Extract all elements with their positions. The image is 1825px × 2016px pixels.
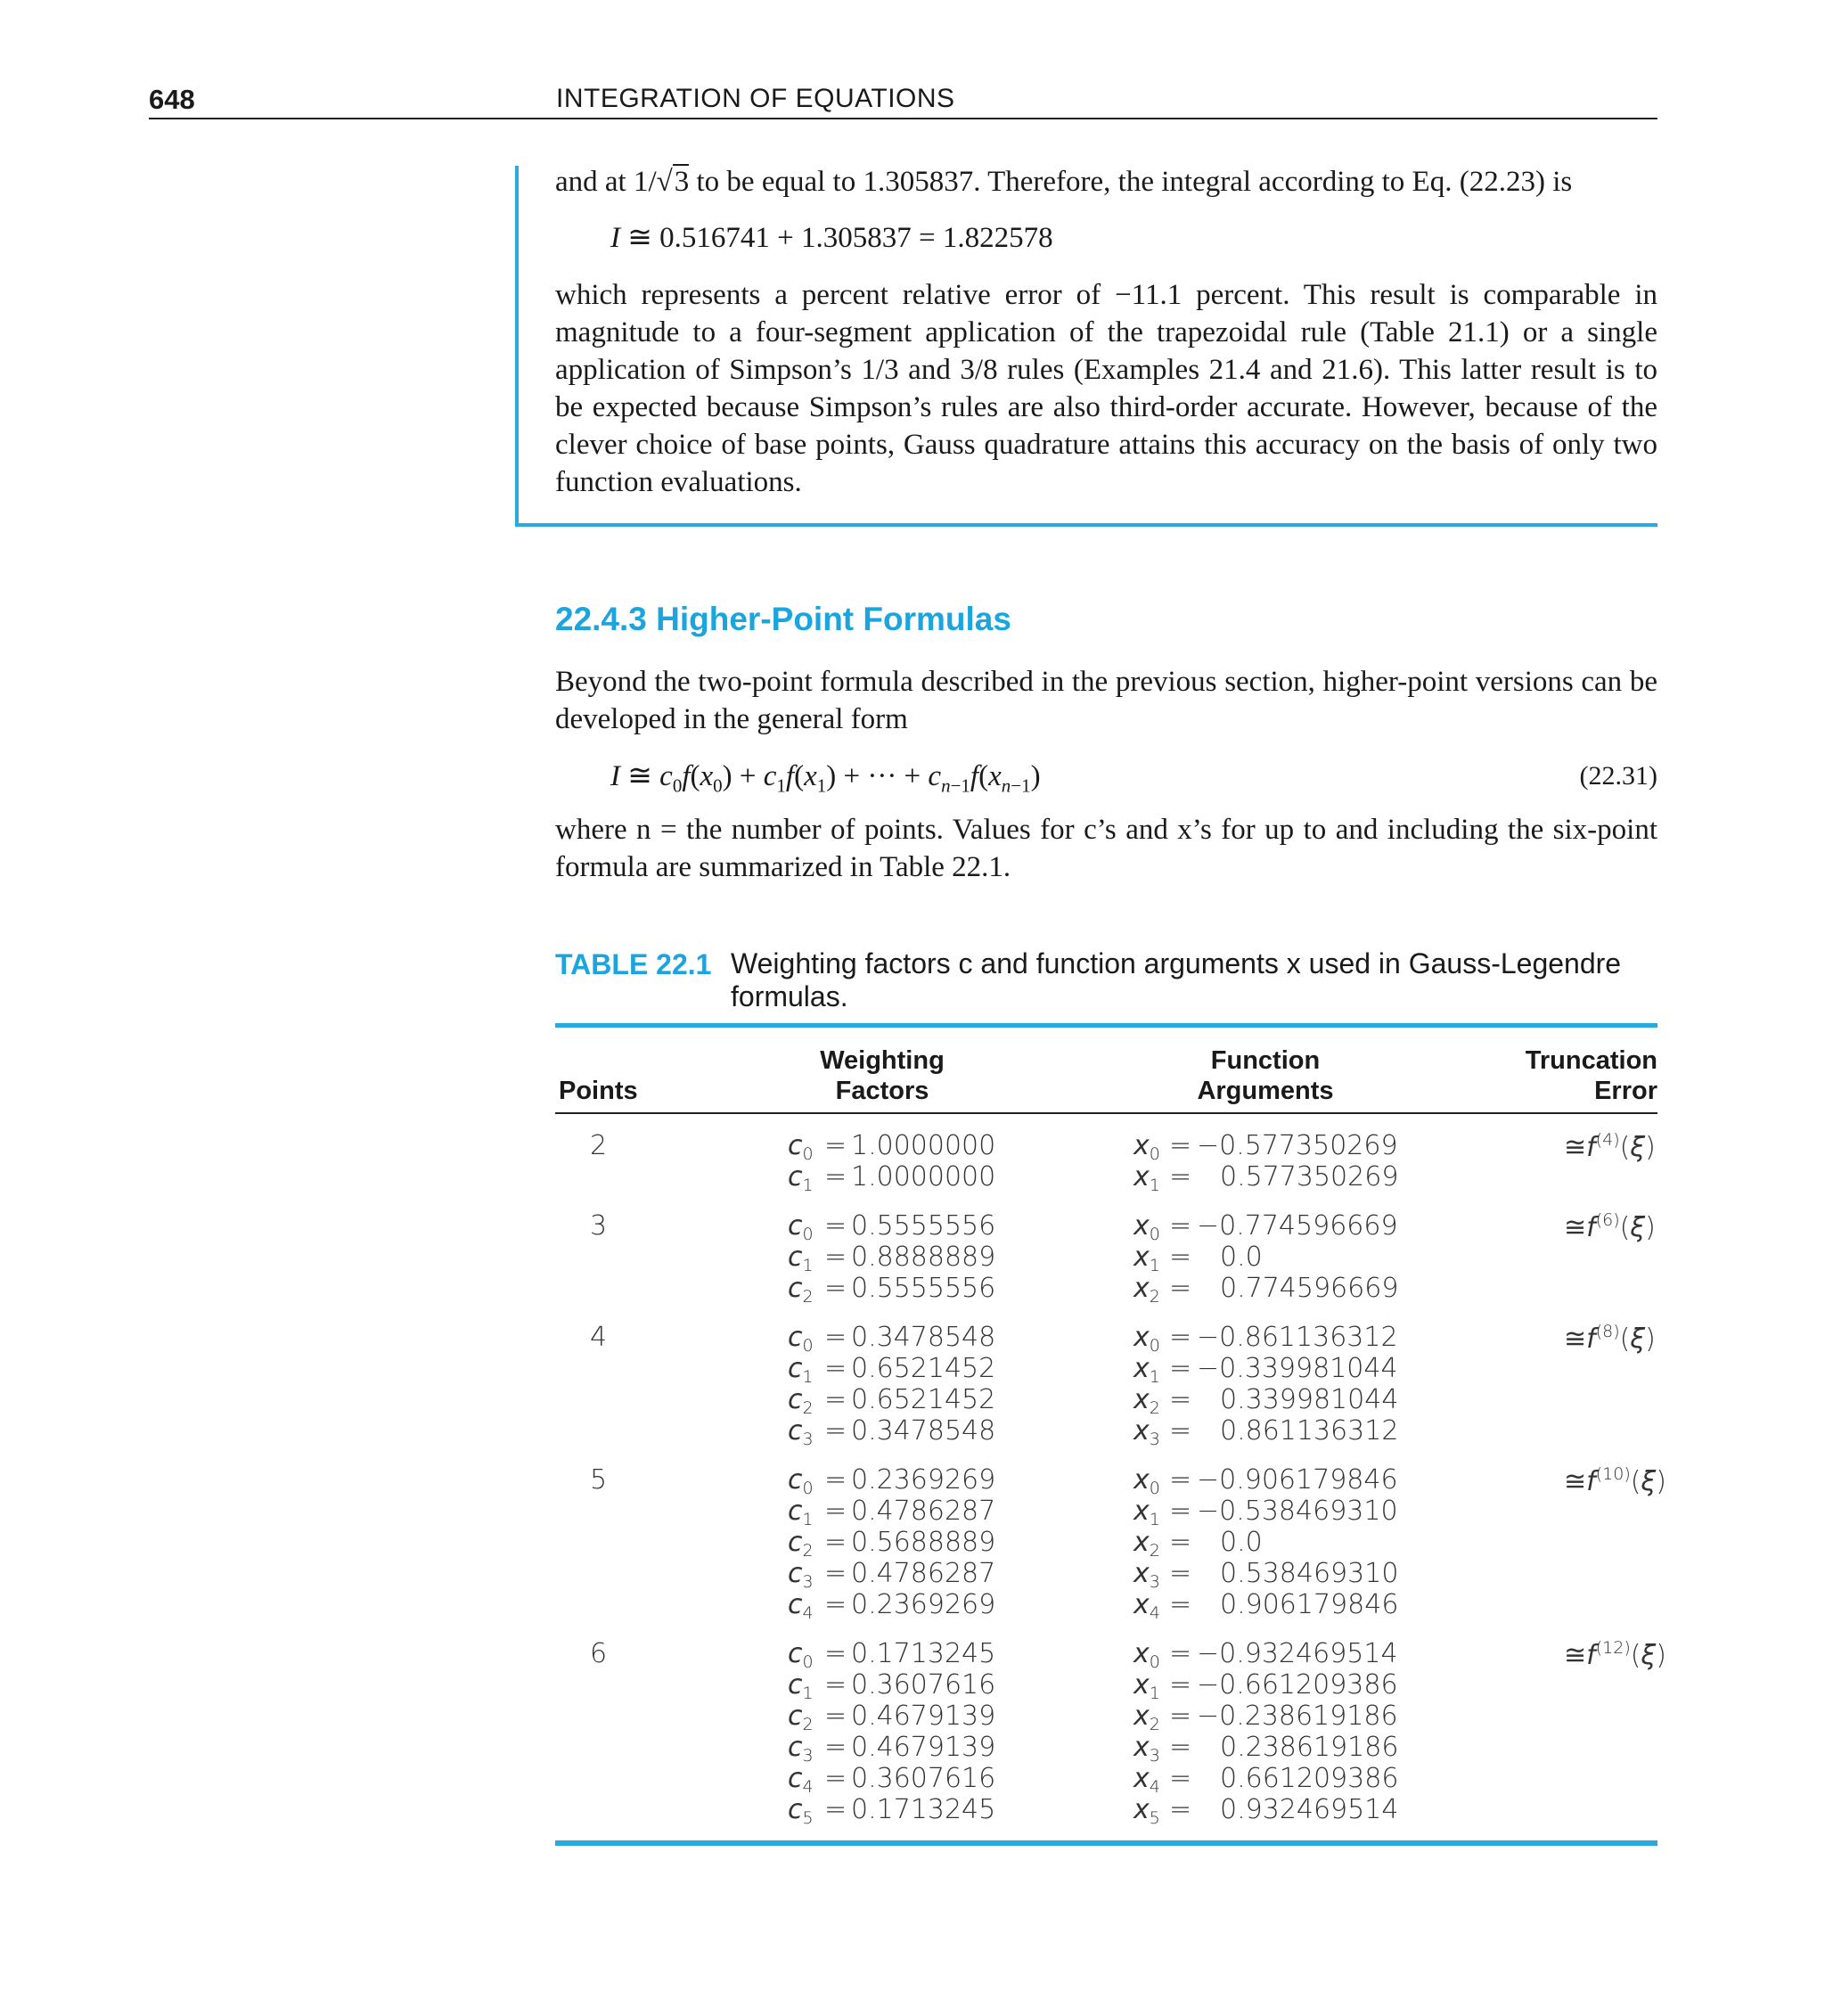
argument-value: −0.774596669 <box>1197 1210 1398 1242</box>
equals-sign: = <box>1169 1353 1192 1384</box>
equals-sign: = <box>824 1161 847 1192</box>
weight-label: $c_1$ <box>788 1161 814 1195</box>
section-title: 22.4.3 Higher-Point Formulas <box>555 601 1011 637</box>
weight-value: 0.8888889 <box>851 1242 996 1273</box>
equals-sign: = <box>1169 1273 1192 1304</box>
derivative-order: 8 <box>1602 1322 1614 1341</box>
weight-label: $c_1$ <box>788 1353 814 1387</box>
equals-sign: = <box>824 1273 847 1304</box>
truncation-error-cell: $≅f^{(4)}(\xi)$ <box>1564 1130 1656 1163</box>
equals-sign: = <box>1169 1732 1192 1763</box>
equals-sign: = <box>824 1669 847 1700</box>
argument-value: 0.932469514 <box>1220 1794 1399 1825</box>
equals-sign: = <box>1169 1638 1192 1669</box>
truncation-error-cell: $≅f^{(12)}(\xi)$ <box>1564 1638 1666 1671</box>
weight-value: 0.5555556 <box>851 1273 996 1304</box>
points-cell: 4 <box>590 1322 608 1353</box>
equals-sign: = <box>824 1638 847 1669</box>
example-line-1-start: and at 1/ <box>555 166 657 198</box>
argument-label: $x_3$ <box>1133 1732 1160 1766</box>
example-line-1 <box>555 163 1657 201</box>
page-number: 648 <box>149 84 195 115</box>
argument-value: 0.0 <box>1220 1242 1263 1273</box>
weight-label: $c_1$ <box>788 1496 814 1529</box>
argument-label: $x_2$ <box>1133 1273 1160 1307</box>
example-line-1-end: to be equal to 1.305837. Therefore, the integral according to Eq. (22.23) is <box>689 166 1573 198</box>
weight-value: 0.2369269 <box>851 1464 996 1496</box>
equals-sign: = <box>1169 1130 1192 1161</box>
argument-label: $x_0$ <box>1133 1464 1160 1498</box>
weight-label: $c_2$ <box>788 1273 814 1307</box>
example-bottom-rule <box>515 523 1657 527</box>
weight-value: 1.0000000 <box>851 1130 996 1161</box>
example-side-rule <box>515 166 519 526</box>
equals-sign: = <box>1169 1589 1192 1620</box>
equals-sign: = <box>1169 1322 1192 1353</box>
weight-label: $c_3$ <box>788 1732 814 1766</box>
argument-value: 0.661209386 <box>1220 1763 1399 1794</box>
equals-sign: = <box>824 1558 847 1589</box>
equals-sign: = <box>1169 1464 1192 1496</box>
equals-sign: = <box>824 1210 847 1242</box>
argument-label: $x_2$ <box>1133 1527 1160 1561</box>
truncation-error-cell: $≅f^{(10)}(\xi)$ <box>1564 1464 1666 1497</box>
equals-sign: = <box>824 1130 847 1161</box>
argument-label: $x_0$ <box>1133 1130 1160 1164</box>
weight-value: 0.3478548 <box>851 1415 996 1446</box>
header-weighting-factors <box>766 1045 998 1106</box>
equals-sign: = <box>824 1496 847 1527</box>
equals-sign: = <box>1169 1415 1192 1446</box>
argument-label: $x_0$ <box>1133 1210 1160 1244</box>
argument-value: −0.932469514 <box>1197 1638 1398 1669</box>
equals-sign: = <box>1169 1527 1192 1558</box>
weight-value: 0.3478548 <box>851 1322 996 1353</box>
equals-sign: = <box>1169 1384 1192 1415</box>
equals-sign: = <box>824 1415 847 1446</box>
argument-value: 0.339981044 <box>1220 1384 1399 1415</box>
weight-label: $c_0$ <box>788 1210 814 1244</box>
argument-label: $x_5$ <box>1133 1794 1160 1828</box>
header-function-arguments <box>1132 1045 1399 1106</box>
derivative-order: 4 <box>1602 1130 1614 1150</box>
table-header-rule <box>555 1112 1657 1114</box>
argument-label: $x_1$ <box>1133 1353 1160 1387</box>
weight-label: $c_3$ <box>788 1558 814 1592</box>
header-weighting-line1: Weighting <box>820 1046 945 1075</box>
weight-label: $c_0$ <box>788 1322 814 1356</box>
equals-sign: = <box>1169 1700 1192 1732</box>
equals-sign: = <box>1169 1669 1192 1700</box>
example-paragraph: which represents a percent relative error of −11.1 percent. This result is comparable in magnitude to a four-segment application of the trapezoidal rule (Table 21.1) or a single application of Simpson’s 1/3 and 3/8 rules (Examples 21.4 and 21.6). This latter result is to be expected because Simpson’s rules are also third-order accurate. However, because of the clever choice of base points, Gauss quadrature attains this accuracy on the basis of only two function evaluations. <box>555 279 1657 498</box>
points-cell: 2 <box>590 1130 608 1161</box>
equals-sign: = <box>824 1322 847 1353</box>
equals-sign: = <box>824 1763 847 1794</box>
argument-label: $x_1$ <box>1133 1496 1160 1529</box>
points-cell: 6 <box>590 1638 608 1669</box>
weight-value: 0.2369269 <box>851 1589 996 1620</box>
truncation-error-cell: $≅f^{(8)}(\xi)$ <box>1564 1322 1656 1355</box>
table-caption: Weighting factors c and function arguments x used in Gauss-Legendre formulas. <box>731 947 1622 1012</box>
truncation-error-cell: $≅f^{(6)}(\xi)$ <box>1564 1210 1656 1243</box>
argument-value: −0.577350269 <box>1197 1130 1398 1161</box>
table-bottom-rule <box>555 1840 1657 1846</box>
header-truncation-error <box>1515 1045 1657 1106</box>
weight-value: 0.4679139 <box>851 1700 996 1732</box>
argument-value: −0.238619186 <box>1197 1700 1398 1732</box>
weight-label: $c_0$ <box>788 1464 814 1498</box>
table-label: TABLE 22.1 <box>555 948 712 980</box>
argument-value: −0.661209386 <box>1197 1669 1398 1700</box>
weight-value: 0.1713245 <box>851 1794 996 1825</box>
equals-sign: = <box>1169 1242 1192 1273</box>
weight-value: 0.5688889 <box>851 1527 996 1558</box>
argument-label: $x_1$ <box>1133 1669 1160 1703</box>
sqrt-symbol: √3 <box>656 166 690 198</box>
equals-sign: = <box>824 1732 847 1763</box>
argument-label: $x_2$ <box>1133 1700 1160 1734</box>
section-intro: Beyond the two-point formula described in the previous section, higher-point versions can be developed in the general form <box>555 666 1657 735</box>
header-error-line2: Error <box>1594 1077 1657 1105</box>
weight-value: 0.4679139 <box>851 1732 996 1763</box>
argument-label: $x_4$ <box>1133 1589 1160 1623</box>
derivative-order: 12 <box>1602 1638 1624 1658</box>
equals-sign: = <box>824 1527 847 1558</box>
header-arguments-line1: Function <box>1210 1046 1321 1075</box>
weight-label: $c_2$ <box>788 1384 814 1418</box>
argument-value: 0.538469310 <box>1220 1558 1399 1589</box>
argument-value: 0.861136312 <box>1220 1415 1399 1446</box>
argument-value: −0.339981044 <box>1197 1353 1398 1384</box>
derivative-order: 6 <box>1602 1210 1614 1230</box>
argument-value: −0.538469310 <box>1197 1496 1398 1527</box>
equals-sign: = <box>824 1384 847 1415</box>
equation-number: (22.31) <box>1579 761 1657 791</box>
weight-value: 0.4786287 <box>851 1558 996 1589</box>
header-error-line1: Truncation <box>1525 1046 1657 1075</box>
example-equation: I ≅ 0.516741 + 1.305837 = 1.822578 <box>610 222 1053 254</box>
argument-value: 0.774596669 <box>1220 1273 1399 1304</box>
equals-sign: = <box>824 1464 847 1496</box>
equals-sign: = <box>1169 1161 1192 1192</box>
equals-sign: = <box>1169 1558 1192 1589</box>
equals-sign: = <box>1169 1794 1192 1825</box>
argument-value: 0.238619186 <box>1220 1732 1399 1763</box>
weight-label: $c_1$ <box>788 1669 814 1703</box>
points-cell: 5 <box>590 1464 608 1496</box>
weight-value: 0.6521452 <box>851 1353 996 1384</box>
weight-value: 0.3607616 <box>851 1763 996 1794</box>
equals-sign: = <box>824 1700 847 1732</box>
header-arguments-line2: Arguments <box>1197 1077 1334 1105</box>
argument-label: $x_1$ <box>1133 1242 1160 1275</box>
weight-label: $c_3$ <box>788 1415 814 1449</box>
sqrt-radicand: 3 <box>674 166 690 198</box>
example-equation-body: 0.516741 + 1.305837 = 1.822578 <box>659 222 1053 254</box>
equals-sign: = <box>1169 1210 1192 1242</box>
argument-label: $x_4$ <box>1133 1763 1160 1797</box>
table-top-rule <box>555 1023 1657 1028</box>
weight-value: 0.5555556 <box>851 1210 996 1242</box>
section-after-text: where n = the number of points. Values for c’s and x’s for up to and including the six-point formula are summarized in Table 22.1. <box>555 814 1657 883</box>
weight-label: $c_5$ <box>788 1794 814 1828</box>
derivative-order: 10 <box>1602 1464 1624 1484</box>
argument-label: $x_3$ <box>1133 1558 1160 1592</box>
equals-sign: = <box>1169 1763 1192 1794</box>
weight-value: 0.1713245 <box>851 1638 996 1669</box>
weight-value: 0.3607616 <box>851 1669 996 1700</box>
general-form-equation: I ≅ $c_0f(x_0) + c_1f(x_1)$ + ··· + $c_{n-1}f(x_{n-1})$ <box>610 760 1041 797</box>
argument-value: −0.906179846 <box>1197 1464 1398 1496</box>
weight-value: 0.4786287 <box>851 1496 996 1527</box>
weight-value: 1.0000000 <box>851 1161 996 1192</box>
argument-label: $x_1$ <box>1133 1161 1160 1195</box>
equals-sign: = <box>824 1242 847 1273</box>
equals-sign: = <box>824 1589 847 1620</box>
argument-value: 0.577350269 <box>1220 1161 1399 1192</box>
weight-label: $c_0$ <box>788 1130 814 1164</box>
weight-label: $c_1$ <box>788 1242 814 1275</box>
weight-value: 0.6521452 <box>851 1384 996 1415</box>
argument-value: 0.0 <box>1220 1527 1263 1558</box>
weight-label: $c_4$ <box>788 1763 814 1797</box>
weight-label: $c_2$ <box>788 1700 814 1734</box>
weight-label: $c_0$ <box>788 1638 814 1672</box>
weight-label: $c_4$ <box>788 1589 814 1623</box>
weight-label: $c_2$ <box>788 1527 814 1561</box>
points-cell: 3 <box>590 1210 608 1242</box>
equals-sign: = <box>824 1353 847 1384</box>
header-points: Points <box>559 1077 638 1105</box>
argument-label: $x_0$ <box>1133 1638 1160 1672</box>
argument-label: $x_2$ <box>1133 1384 1160 1418</box>
argument-value: −0.861136312 <box>1197 1322 1398 1353</box>
equals-sign: = <box>1169 1496 1192 1527</box>
argument-label: $x_3$ <box>1133 1415 1160 1449</box>
argument-label: $x_0$ <box>1133 1322 1160 1356</box>
running-head: INTEGRATION OF EQUATIONS <box>556 84 955 113</box>
equals-sign: = <box>824 1794 847 1825</box>
page-header <box>149 82 1657 119</box>
argument-value: 0.906179846 <box>1220 1589 1399 1620</box>
header-weighting-line2: Factors <box>835 1077 929 1105</box>
